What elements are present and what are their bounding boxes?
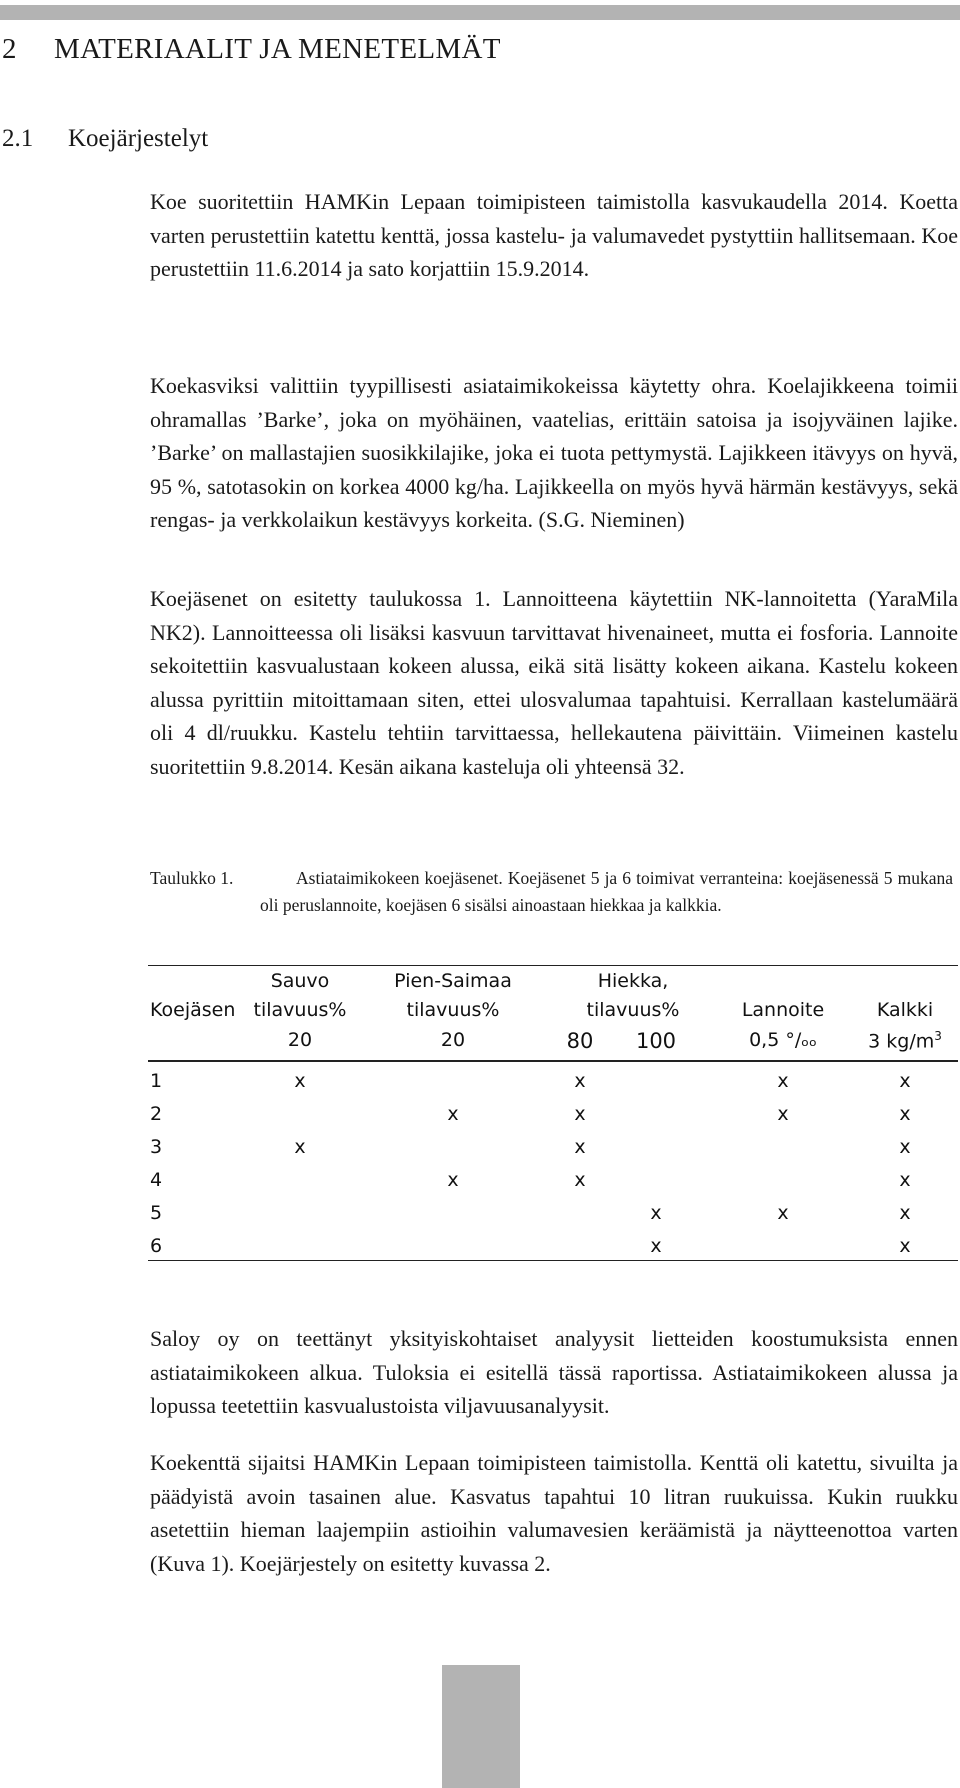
bottom-gray-block xyxy=(442,1665,520,1788)
table-cell: x xyxy=(574,1136,586,1158)
table-header-rule xyxy=(148,1060,958,1062)
section-title: Koejärjestelyt xyxy=(68,125,209,152)
chapter-heading xyxy=(2,33,501,66)
table-bottom-rule xyxy=(148,1260,958,1261)
section-heading xyxy=(2,125,208,153)
table-caption-text: Astiataimikokeen koejäsenet. Koejäsenet 5 ja 6 toimivat verranteina: koejäsenessä 5 mukana oli peruslannoite, koejäsen 6 sisälsi ainoastaan hiekkaa ja kalkkia. xyxy=(260,868,953,915)
header-hiekka-100: 100 xyxy=(635,1029,677,1053)
table-cell: x xyxy=(574,1103,586,1125)
table-cell: x xyxy=(650,1202,662,1224)
section-number: 2.1 xyxy=(2,125,34,152)
row-number: 6 xyxy=(150,1235,163,1257)
table-caption-label: Taulukko 1. xyxy=(150,868,234,888)
header-sauvo-value: 20 xyxy=(287,1029,313,1051)
table-cell: x xyxy=(899,1235,911,1257)
paragraph-4: Saloy oy on teettänyt yksityiskohtaiset analyysit lietteiden koostumuksista ennen astiataimikokeen alkua. Tuloksia ei esitellä tässä raportissa. Astiataimikokeen alussa ja lopussa teetettiin kasvualustoista viljavuusanalyysit. xyxy=(150,1326,958,1418)
top-gray-bar xyxy=(0,5,960,20)
chapter-number: 2 xyxy=(2,33,17,65)
paragraph-1: Koe suoritettiin HAMKin Lepaan toimipisteen taimistolla kasvukaudella 2014. Koetta varten perustettiin katettu kenttä, jossa kastelu- ja valumavedet pystyttiin hallitsemaan. Koe perustettiin 11.6.2014 ja sato korjattiin 15.9.2014. xyxy=(150,189,958,281)
table-cell: x xyxy=(294,1136,306,1158)
table-cell: x xyxy=(574,1169,586,1191)
header-koejasen: Koejäsen xyxy=(150,999,236,1021)
paragraph-3: Koejäsenet on esitetty taulukossa 1. Lannoitteena käytettiin NK-lannoitetta (YaraMila NK2). Lannoitteessa oli lisäksi kasvuun tarvittavat hivenaineet, mutta ei fosforia. Lannoite sekoitettiin kasvualustaan kokeen alussa, eikä sitä lisätty kokeen aikana. Kastelu kokeen alussa pyrittiin mitoittamaan siten, ettei ulosvalumaa tapahtuisi. Kerrallaan kastelumäärä oli 4 dl/ruukku. Kastelu tehtiin tarvittaessa, hellekautena päivittäin. Viimeinen kastelu suoritettiin 9.8.2014. Kesän aikana kasteluja oli yhteensä 32. xyxy=(150,586,958,779)
row-number: 1 xyxy=(150,1070,163,1092)
header-pien-saimaa-unit: tilavuus% xyxy=(406,999,500,1021)
table-cell: x xyxy=(777,1103,789,1125)
table-top-rule xyxy=(148,965,958,966)
table-cell: x xyxy=(899,1103,911,1125)
table-cell: x xyxy=(294,1070,306,1092)
row-number: 5 xyxy=(150,1202,163,1224)
table-cell: x xyxy=(447,1103,459,1125)
row-number: 3 xyxy=(150,1136,163,1158)
paragraph-2: Koekasviksi valittiin tyypillisesti asiataimikokeissa käytetty ohra. Koelajikkeena toimii ohramallas ’Barke’, joka on myöhäinen, vaatelias, erittäin satoisa ja isojyväinen lajike. ’Barke’ on mallastajien suosikkilajike, joka ei tuota pettymystä. Lajikkeen itävyys on hyvä, 95 %, satotasokin on korkea 4000 kg/ha. Lajikkeella on myös hyvä härmän kestävyys, sekä rengas- ja verkkolaikun kestävyys korkeita. (S.G. Nieminen) xyxy=(150,373,958,532)
table-cell: x xyxy=(899,1070,911,1092)
table-cell: x xyxy=(447,1169,459,1191)
header-kalkki-value: 3 $kg/m^3$ xyxy=(868,1029,942,1053)
table-cell: x xyxy=(899,1136,911,1158)
header-sauvo: Sauvo xyxy=(270,970,330,992)
header-hiekka: Hiekka, xyxy=(597,970,669,992)
superscript: 3 xyxy=(934,1029,942,1043)
header-hiekka-unit: tilavuus% xyxy=(586,999,680,1021)
header-sauvo-unit: tilavuus% xyxy=(253,999,347,1021)
header-hiekka-80: 80 xyxy=(566,1029,594,1053)
table-cell: x xyxy=(650,1235,662,1257)
table-cell: x xyxy=(777,1070,789,1092)
header-lannoite-value: 0,5 °/ₒₒ xyxy=(749,1029,817,1051)
header-pien-saimaa-value: 20 xyxy=(440,1029,466,1051)
chapter-title: MATERIAALIT JA MENETELMÄT xyxy=(54,33,501,65)
header-kalkki: Kalkki xyxy=(876,999,934,1021)
table-cell: x xyxy=(899,1202,911,1224)
table-cell: x xyxy=(574,1070,586,1092)
row-number: 4 xyxy=(150,1169,163,1191)
row-number: 2 xyxy=(150,1103,163,1125)
table-cell: x xyxy=(899,1169,911,1191)
header-lannoite: Lannoite xyxy=(741,999,825,1021)
table-cell: x xyxy=(777,1202,789,1224)
paragraph-5: Koekenttä sijaitsi HAMKin Lepaan toimipisteen taimistolla. Kenttä oli katettu, sivuilta ja päädyistä avoin tasainen alue. Kasvatus tapahtui 10 litran ruukuissa. Kukin ruukku asetettiin hieman laajempiin astioihin valumavesien keräämistä ja näytteenottoa varten (Kuva 1). Koejärjestely on esitetty kuvassa 2. xyxy=(150,1450,958,1576)
header-pien-saimaa: Pien-Saimaa xyxy=(394,970,512,992)
treatment-table xyxy=(138,965,958,1261)
